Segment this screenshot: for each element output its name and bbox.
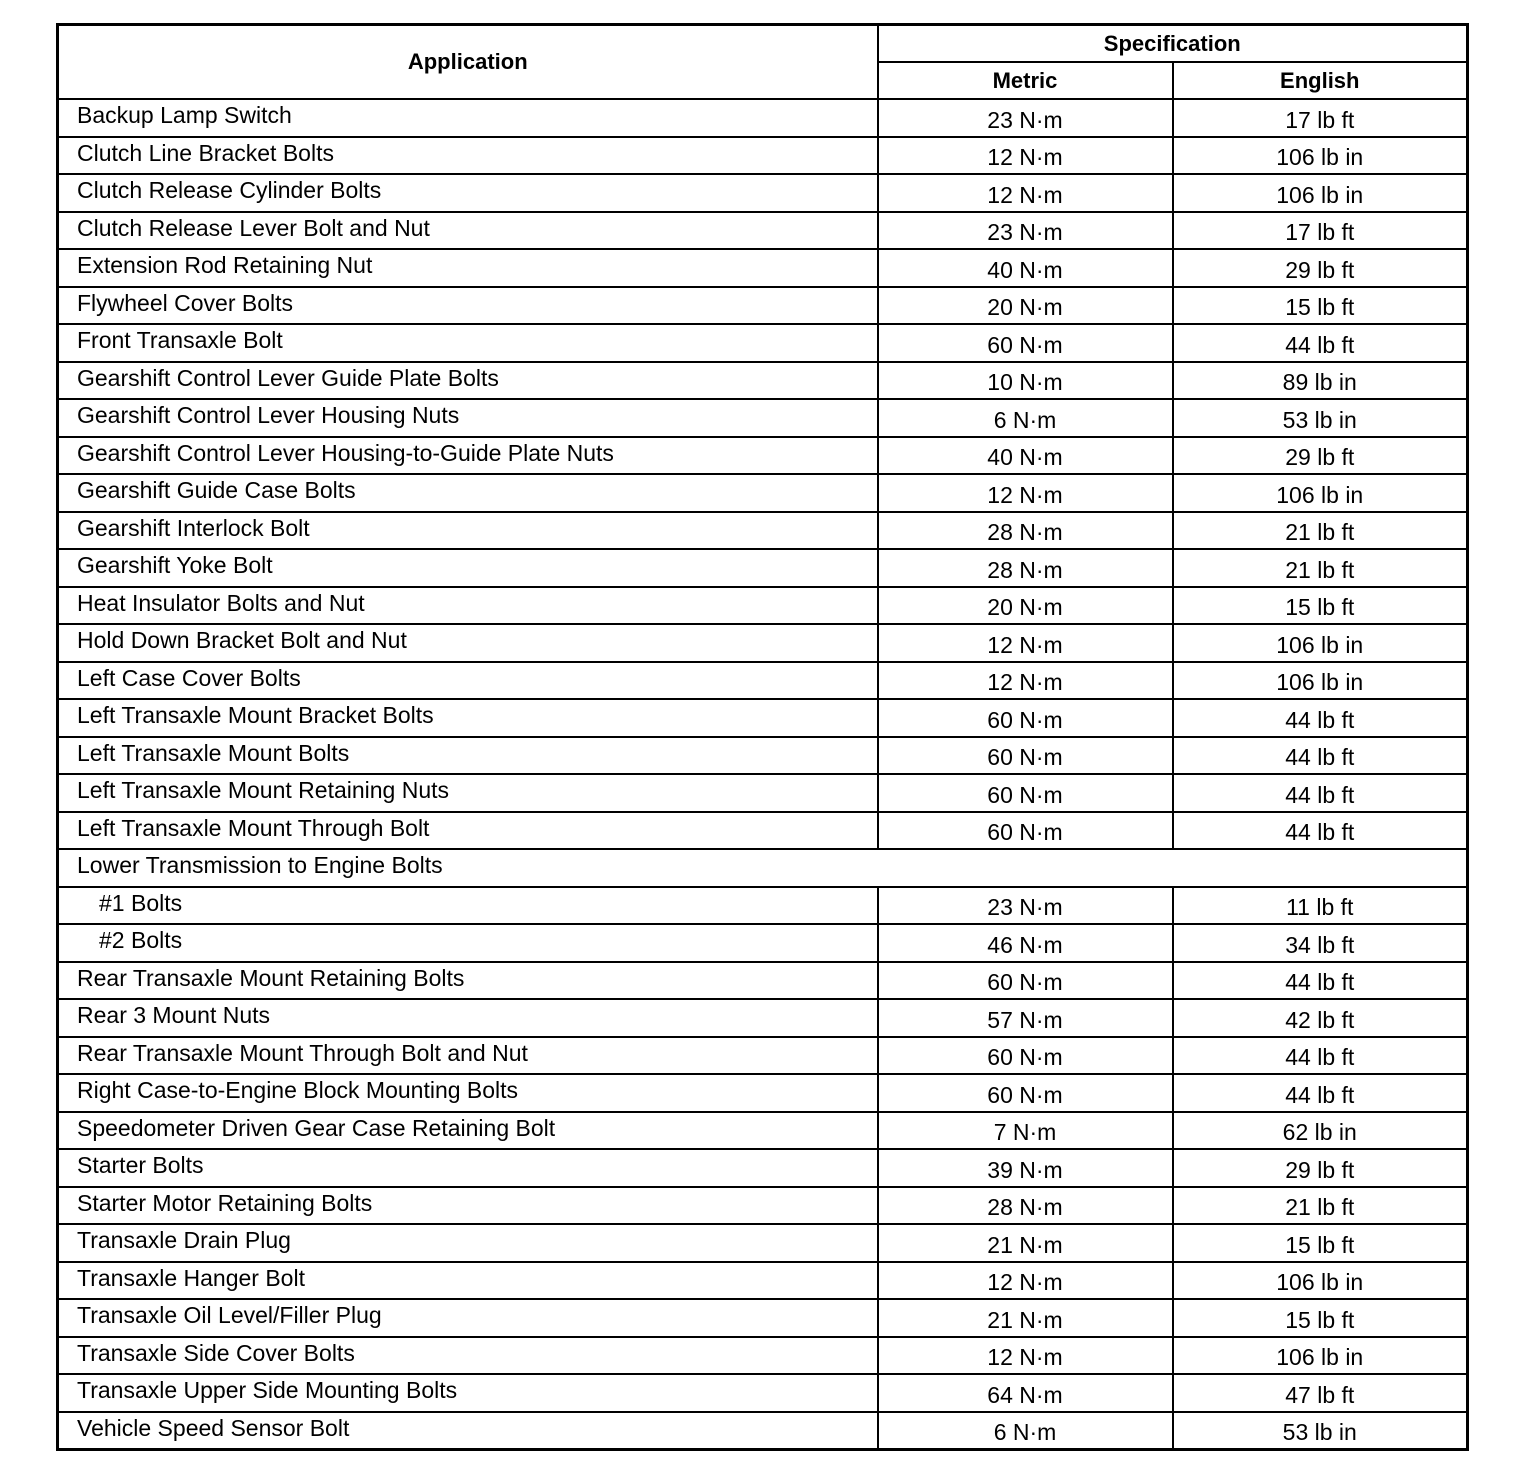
application-cell: Rear Transaxle Mount Retaining Bolts xyxy=(58,962,878,1000)
table-row xyxy=(58,512,1468,550)
english-value-cell: 21 lb ft xyxy=(1173,1187,1468,1225)
english-value-cell: 15 lb ft xyxy=(1173,287,1468,325)
table-row xyxy=(58,1337,1468,1375)
application-cell: Clutch Line Bracket Bolts xyxy=(58,137,878,175)
english-value-cell: 44 lb ft xyxy=(1173,774,1468,812)
english-value-cell: 44 lb ft xyxy=(1173,699,1468,737)
english-value-cell: 53 lb in xyxy=(1173,399,1468,437)
english-value-cell: 42 lb ft xyxy=(1173,999,1468,1037)
table-row xyxy=(58,249,1468,287)
table-row xyxy=(58,99,1468,137)
metric-value-cell: 12 N·m xyxy=(878,1262,1173,1300)
table-row xyxy=(58,774,1468,812)
application-cell: Right Case-to-Engine Block Mounting Bolts xyxy=(58,1074,878,1112)
table-row xyxy=(58,1112,1468,1150)
metric-value-cell: 40 N·m xyxy=(878,437,1173,475)
metric-value-cell: 6 N·m xyxy=(878,399,1173,437)
english-value-cell: 15 lb ft xyxy=(1173,587,1468,625)
metric-value-cell: 60 N·m xyxy=(878,324,1173,362)
application-cell: Gearshift Guide Case Bolts xyxy=(58,474,878,512)
table-row xyxy=(58,587,1468,625)
application-cell: Left Transaxle Mount Bolts xyxy=(58,737,878,775)
table-row xyxy=(58,474,1468,512)
metric-value-cell: 60 N·m xyxy=(878,962,1173,1000)
metric-value-cell: 23 N·m xyxy=(878,99,1173,137)
english-value-cell: 17 lb ft xyxy=(1173,99,1468,137)
application-cell: Transaxle Oil Level/Filler Plug xyxy=(58,1299,878,1337)
english-value-cell: 29 lb ft xyxy=(1173,1149,1468,1187)
table-row xyxy=(58,1074,1468,1112)
application-cell: Transaxle Hanger Bolt xyxy=(58,1262,878,1300)
metric-value-cell: 60 N·m xyxy=(878,1037,1173,1075)
table-row xyxy=(58,399,1468,437)
table-row xyxy=(58,962,1468,1000)
english-value-cell: 15 lb ft xyxy=(1173,1299,1468,1337)
application-cell: Transaxle Drain Plug xyxy=(58,1224,878,1262)
table-row xyxy=(58,812,1468,850)
english-value-cell: 29 lb ft xyxy=(1173,249,1468,287)
metric-value-cell: 12 N·m xyxy=(878,1337,1173,1375)
metric-value-cell: 12 N·m xyxy=(878,662,1173,700)
english-value-cell: 15 lb ft xyxy=(1173,1224,1468,1262)
metric-value-cell: 46 N·m xyxy=(878,924,1173,962)
application-cell: Left Transaxle Mount Bracket Bolts xyxy=(58,699,878,737)
table-row xyxy=(58,1299,1468,1337)
table-row xyxy=(58,1374,1468,1412)
application-cell: Left Transaxle Mount Through Bolt xyxy=(58,812,878,850)
english-value-cell: 89 lb in xyxy=(1173,362,1468,400)
application-cell: Flywheel Cover Bolts xyxy=(58,287,878,325)
table-header xyxy=(58,25,1468,100)
application-cell: Transaxle Upper Side Mounting Bolts xyxy=(58,1374,878,1412)
application-cell: Backup Lamp Switch xyxy=(58,99,878,137)
metric-value-cell: 21 N·m xyxy=(878,1224,1173,1262)
metric-value-cell: 64 N·m xyxy=(878,1374,1173,1412)
english-value-cell: 62 lb in xyxy=(1173,1112,1468,1150)
table-row xyxy=(58,624,1468,662)
table-section-row xyxy=(58,849,1468,887)
table-row xyxy=(58,1187,1468,1225)
metric-value-cell: 10 N·m xyxy=(878,362,1173,400)
english-value-cell: 21 lb ft xyxy=(1173,549,1468,587)
metric-value-cell: 60 N·m xyxy=(878,774,1173,812)
application-column-header: Application xyxy=(58,25,878,100)
table-row xyxy=(58,737,1468,775)
application-cell: Rear 3 Mount Nuts xyxy=(58,999,878,1037)
english-value-cell: 44 lb ft xyxy=(1173,737,1468,775)
english-column-header: English xyxy=(1173,62,1468,99)
metric-column-header: Metric xyxy=(878,62,1173,99)
application-cell: Starter Motor Retaining Bolts xyxy=(58,1187,878,1225)
table-row xyxy=(58,887,1468,925)
english-value-cell: 106 lb in xyxy=(1173,624,1468,662)
metric-value-cell: 57 N·m xyxy=(878,999,1173,1037)
metric-value-cell: 23 N·m xyxy=(878,212,1173,250)
table-row xyxy=(58,699,1468,737)
application-cell: Gearshift Control Lever Housing-to-Guide Plate Nuts xyxy=(58,437,878,475)
specification-group-header: Specification xyxy=(878,25,1468,63)
metric-value-cell: 39 N·m xyxy=(878,1149,1173,1187)
english-value-cell: 47 lb ft xyxy=(1173,1374,1468,1412)
english-value-cell: 106 lb in xyxy=(1173,474,1468,512)
metric-value-cell: 20 N·m xyxy=(878,587,1173,625)
application-cell: Clutch Release Lever Bolt and Nut xyxy=(58,212,878,250)
table-row xyxy=(58,924,1468,962)
section-label-cell: Lower Transmission to Engine Bolts xyxy=(58,849,1468,887)
english-value-cell: 29 lb ft xyxy=(1173,437,1468,475)
metric-value-cell: 23 N·m xyxy=(878,887,1173,925)
application-cell: Extension Rod Retaining Nut xyxy=(58,249,878,287)
table-row xyxy=(58,549,1468,587)
table-row xyxy=(58,1224,1468,1262)
metric-value-cell: 60 N·m xyxy=(878,699,1173,737)
english-value-cell: 44 lb ft xyxy=(1173,324,1468,362)
metric-value-cell: 12 N·m xyxy=(878,137,1173,175)
metric-value-cell: 12 N·m xyxy=(878,474,1173,512)
table-row xyxy=(58,324,1468,362)
application-cell: Front Transaxle Bolt xyxy=(58,324,878,362)
english-value-cell: 34 lb ft xyxy=(1173,924,1468,962)
metric-value-cell: 12 N·m xyxy=(878,624,1173,662)
english-value-cell: 11 lb ft xyxy=(1173,887,1468,925)
english-value-cell: 44 lb ft xyxy=(1173,812,1468,850)
application-cell: #1 Bolts xyxy=(58,887,878,925)
application-cell: Gearshift Yoke Bolt xyxy=(58,549,878,587)
table-row xyxy=(58,662,1468,700)
metric-value-cell: 60 N·m xyxy=(878,812,1173,850)
english-value-cell: 21 lb ft xyxy=(1173,512,1468,550)
torque-specification-table xyxy=(56,23,1469,1451)
application-cell: Heat Insulator Bolts and Nut xyxy=(58,587,878,625)
table-row xyxy=(58,1412,1468,1450)
metric-value-cell: 7 N·m xyxy=(878,1112,1173,1150)
application-cell: Gearshift Interlock Bolt xyxy=(58,512,878,550)
table-row xyxy=(58,362,1468,400)
table-row xyxy=(58,1149,1468,1187)
english-value-cell: 17 lb ft xyxy=(1173,212,1468,250)
metric-value-cell: 28 N·m xyxy=(878,512,1173,550)
application-cell: Left Transaxle Mount Retaining Nuts xyxy=(58,774,878,812)
table-row xyxy=(58,999,1468,1037)
table-row xyxy=(58,437,1468,475)
english-value-cell: 106 lb in xyxy=(1173,1337,1468,1375)
table-row xyxy=(58,137,1468,175)
table-row xyxy=(58,1037,1468,1075)
english-value-cell: 44 lb ft xyxy=(1173,1037,1468,1075)
application-cell: Vehicle Speed Sensor Bolt xyxy=(58,1412,878,1450)
application-cell: Transaxle Side Cover Bolts xyxy=(58,1337,878,1375)
application-cell: Clutch Release Cylinder Bolts xyxy=(58,174,878,212)
metric-value-cell: 40 N·m xyxy=(878,249,1173,287)
table-row xyxy=(58,174,1468,212)
english-value-cell: 44 lb ft xyxy=(1173,1074,1468,1112)
metric-value-cell: 21 N·m xyxy=(878,1299,1173,1337)
english-value-cell: 106 lb in xyxy=(1173,137,1468,175)
metric-value-cell: 6 N·m xyxy=(878,1412,1173,1450)
table-row xyxy=(58,287,1468,325)
english-value-cell: 106 lb in xyxy=(1173,174,1468,212)
metric-value-cell: 28 N·m xyxy=(878,549,1173,587)
english-value-cell: 106 lb in xyxy=(1173,1262,1468,1300)
application-cell: Left Case Cover Bolts xyxy=(58,662,878,700)
application-cell: Hold Down Bracket Bolt and Nut xyxy=(58,624,878,662)
table-row xyxy=(58,1262,1468,1300)
header-row-top xyxy=(58,25,1468,63)
english-value-cell: 106 lb in xyxy=(1173,662,1468,700)
application-cell: Starter Bolts xyxy=(58,1149,878,1187)
metric-value-cell: 60 N·m xyxy=(878,737,1173,775)
metric-value-cell: 60 N·m xyxy=(878,1074,1173,1112)
english-value-cell: 53 lb in xyxy=(1173,1412,1468,1450)
application-cell: Rear Transaxle Mount Through Bolt and Nut xyxy=(58,1037,878,1075)
metric-value-cell: 28 N·m xyxy=(878,1187,1173,1225)
table-row xyxy=(58,212,1468,250)
english-value-cell: 44 lb ft xyxy=(1173,962,1468,1000)
table-body xyxy=(58,99,1468,1449)
application-cell: Gearshift Control Lever Guide Plate Bolts xyxy=(58,362,878,400)
application-cell: #2 Bolts xyxy=(58,924,878,962)
metric-value-cell: 12 N·m xyxy=(878,174,1173,212)
application-cell: Gearshift Control Lever Housing Nuts xyxy=(58,399,878,437)
application-cell: Speedometer Driven Gear Case Retaining Bolt xyxy=(58,1112,878,1150)
metric-value-cell: 20 N·m xyxy=(878,287,1173,325)
